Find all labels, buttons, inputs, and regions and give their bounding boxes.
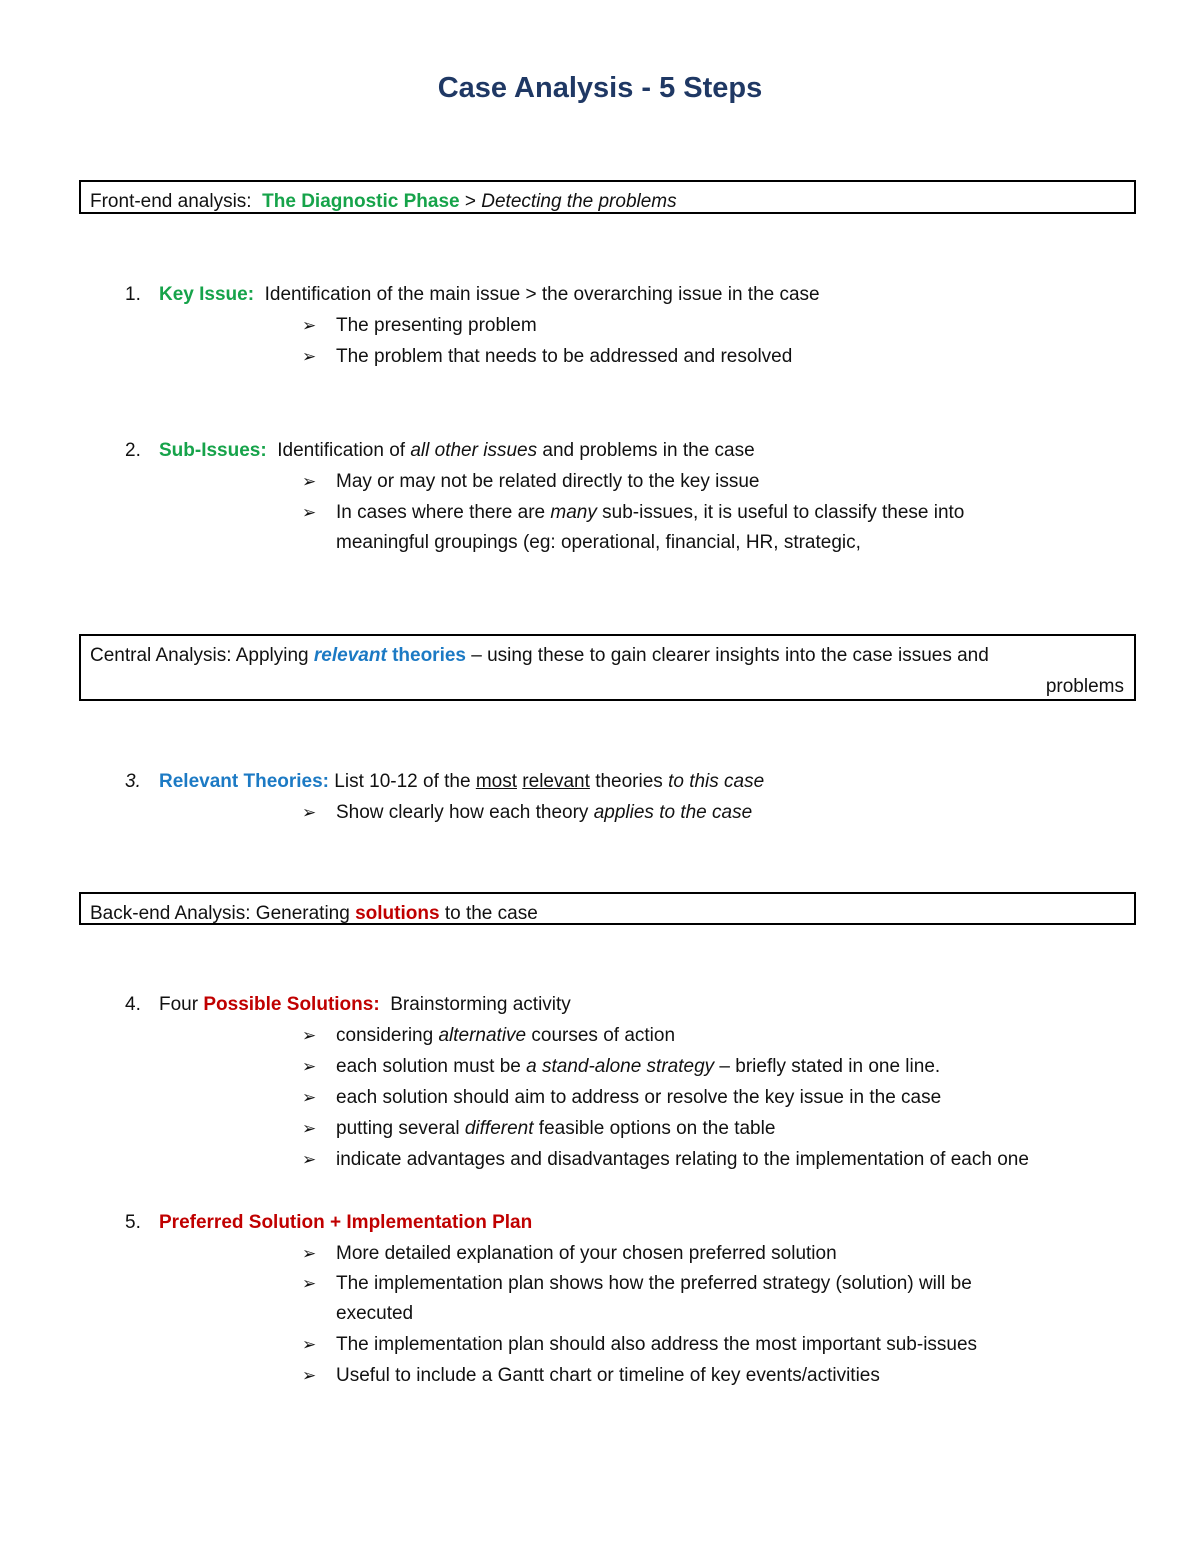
step-4-colon: :	[373, 994, 380, 1015]
arrow-bullet-icon: ➢	[302, 803, 317, 822]
box3-prefix: Back-end Analysis: Generating	[90, 903, 350, 924]
bullet-text-b: applies to the case	[593, 802, 753, 823]
box3-rest: to the case	[444, 903, 538, 924]
bullet-text: More detailed explanation of your chosen preferred solution	[336, 1243, 837, 1264]
step-1	[125, 279, 1140, 310]
box2-theories: theories	[392, 645, 466, 666]
box3-solutions: solutions	[355, 903, 440, 924]
bullet-text	[336, 1113, 775, 1144]
central-analysis-box	[79, 634, 1136, 701]
bullet-text	[336, 1051, 940, 1082]
step-1-text: Identification of the main issue > the overarching issue in the case	[264, 284, 820, 305]
step-1-label: Key Issue:	[159, 284, 255, 305]
back-end-analysis-box	[79, 892, 1136, 925]
bullet-text	[336, 797, 752, 828]
bullet-text: Useful to include a Gantt chart or timeline of key events/activities	[336, 1365, 880, 1386]
arrow-bullet-icon: ➢	[302, 1244, 317, 1263]
bullet-text-c: – briefly stated in one line.	[719, 1056, 941, 1077]
step-3-most: most	[475, 771, 518, 792]
step-5-label: Preferred Solution + Implementation Plan	[159, 1212, 533, 1233]
step-2	[125, 435, 1140, 466]
bullet-text-a: considering	[336, 1025, 434, 1046]
bullet-text: The problem that needs to be addressed and resolved	[336, 346, 793, 367]
page-title: Case Analysis - 5 Steps	[437, 72, 763, 104]
front-end-analysis-box	[79, 180, 1136, 214]
box2-prefix: Central Analysis: Applying	[90, 645, 309, 666]
step-3-text-a: List 10-12 of the	[334, 771, 471, 792]
bullet-text-b: different	[464, 1118, 534, 1139]
bullet-text-a: each solution must be	[336, 1056, 521, 1077]
arrow-bullet-icon: ➢	[302, 1150, 317, 1169]
bullet-text: meaningful groupings (eg: operational, financial, HR, strategic,	[336, 532, 861, 553]
arrow-bullet-icon: ➢	[302, 316, 317, 335]
arrow-bullet-icon: ➢	[302, 503, 317, 522]
step-4-label: Possible Solutions	[203, 994, 374, 1015]
step-5-number: 5.	[125, 1212, 141, 1233]
bullet-text-a: Show clearly how each theory	[336, 802, 589, 823]
step-1-number: 1.	[125, 284, 141, 305]
arrow-bullet-icon: ➢	[302, 472, 317, 491]
step-3-text-c: to this case	[668, 771, 765, 792]
bullet-text-b: a stand-alone strategy	[526, 1056, 715, 1077]
arrow-bullet-icon: ➢	[302, 1119, 317, 1138]
bullet-text-b: alternative	[438, 1025, 527, 1046]
bullet-text: executed	[336, 1303, 414, 1324]
arrow-bullet-icon: ➢	[302, 1057, 317, 1076]
bullet-text-c: feasible options on the table	[538, 1118, 776, 1139]
arrow-bullet-icon: ➢	[302, 1335, 317, 1354]
step-4-text: Brainstorming activity	[390, 994, 571, 1015]
bullet-text-a: putting several	[336, 1118, 460, 1139]
box1-detail: Detecting the problems	[481, 191, 677, 212]
step-2-number: 2.	[125, 440, 141, 461]
step-2-text-b: all other issues	[410, 440, 538, 461]
box1-phase: The Diagnostic Phase	[262, 191, 460, 212]
box1-prefix: Front-end analysis:	[90, 191, 252, 212]
step-5	[125, 1207, 1140, 1238]
step-4-pre: Four	[159, 994, 199, 1015]
box2-line2: problems	[1045, 676, 1124, 697]
step-2-text-c: and problems in the case	[542, 440, 755, 461]
step-3-text-b: theories	[595, 771, 663, 792]
box2-rest: – using these to gain clearer insights into the case issues and	[471, 645, 989, 666]
step-4-number: 4.	[125, 994, 141, 1015]
bullet-text-a: In cases where there are	[336, 502, 546, 523]
box2-line1	[90, 640, 1124, 671]
step-3-number: 3.	[125, 771, 141, 792]
arrow-bullet-icon: ➢	[302, 1366, 317, 1385]
arrow-bullet-icon: ➢	[302, 1088, 317, 1107]
box2-relevant: relevant	[313, 645, 387, 666]
bullet-text-b: many	[550, 502, 597, 523]
bullet-text-c: courses of action	[531, 1025, 676, 1046]
box1-sep: >	[459, 191, 482, 212]
arrow-bullet-icon: ➢	[302, 1274, 317, 1293]
bullet-text	[336, 497, 964, 528]
bullet-text: The implementation plan should also address the most important sub-issues	[336, 1334, 978, 1355]
bullet-text: May or may not be related directly to the key issue	[336, 471, 760, 492]
bullet-text-c: sub-issues, it is useful to classify these into	[602, 502, 965, 523]
step-3-label: Relevant Theories:	[159, 771, 329, 792]
step-3-relevant: relevant	[522, 771, 590, 792]
step-3	[125, 766, 1140, 797]
bullet-text: The presenting problem	[336, 315, 537, 336]
step-4	[125, 989, 1140, 1020]
arrow-bullet-icon: ➢	[302, 1026, 317, 1045]
arrow-bullet-icon: ➢	[302, 347, 317, 366]
step-2-text-a: Identification of	[277, 440, 406, 461]
bullet-text: each solution should aim to address or resolve the key issue in the case	[336, 1087, 942, 1108]
bullet-text: indicate advantages and disadvantages relating to the implementation of each one	[336, 1149, 1029, 1170]
bullet-text: The implementation plan shows how the preferred strategy (solution) will be	[336, 1273, 972, 1294]
step-2-label: Sub-Issues:	[159, 440, 267, 461]
bullet-text	[336, 1020, 675, 1051]
